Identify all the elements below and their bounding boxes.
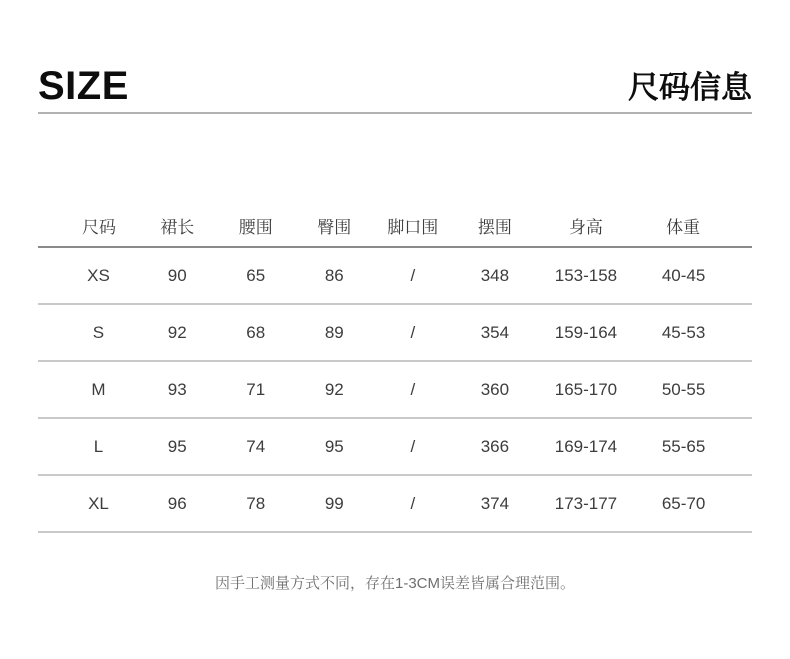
column-header-hip: 臀围: [295, 198, 374, 247]
column-header-hem: 摆围: [452, 198, 538, 247]
skirt-length-value: 95: [138, 418, 217, 475]
height-range-value: 173-177: [538, 475, 634, 532]
size-label: S: [38, 304, 138, 361]
skirt-length-value: 96: [138, 475, 217, 532]
hem-value: 348: [452, 247, 538, 304]
size-label: XL: [38, 475, 138, 532]
leg-opening-value: /: [374, 304, 453, 361]
waist-value: 78: [216, 475, 295, 532]
table-row-xl: [38, 475, 752, 532]
size-table: [38, 198, 752, 533]
hem-value: 366: [452, 418, 538, 475]
weight-range-value: 45-53: [634, 304, 752, 361]
column-header-skirt-length: 裙长: [138, 198, 217, 247]
waist-value: 74: [216, 418, 295, 475]
section-title-zh: 尺码信息: [628, 70, 752, 105]
column-header-size: 尺码: [38, 198, 138, 247]
waist-value: 65: [216, 247, 295, 304]
height-range-value: 159-164: [538, 304, 634, 361]
hem-value: 374: [452, 475, 538, 532]
skirt-length-value: 90: [138, 247, 217, 304]
section-header: [38, 0, 752, 108]
column-header-leg-opening: 脚口围: [374, 198, 453, 247]
table-header-row: [38, 198, 752, 247]
height-range-value: 169-174: [538, 418, 634, 475]
leg-opening-value: /: [374, 361, 453, 418]
waist-value: 68: [216, 304, 295, 361]
size-label: XS: [38, 247, 138, 304]
hem-value: 360: [452, 361, 538, 418]
table-row-xs: [38, 247, 752, 304]
hem-value: 354: [452, 304, 538, 361]
table-row-l: [38, 418, 752, 475]
height-range-value: 165-170: [538, 361, 634, 418]
hip-value: 99: [295, 475, 374, 532]
weight-range-value: 50-55: [634, 361, 752, 418]
hip-value: 92: [295, 361, 374, 418]
column-header-waist: 腰围: [216, 198, 295, 247]
weight-range-value: 40-45: [634, 247, 752, 304]
skirt-length-value: 93: [138, 361, 217, 418]
weight-range-value: 65-70: [634, 475, 752, 532]
header-divider: [38, 112, 752, 114]
height-range-value: 153-158: [538, 247, 634, 304]
table-row-m: [38, 361, 752, 418]
hip-value: 95: [295, 418, 374, 475]
size-label: M: [38, 361, 138, 418]
measurement-disclaimer: 因手工测量方式不同，存在1-3CM误差皆属合理范围。: [214, 575, 575, 592]
hip-value: 89: [295, 304, 374, 361]
skirt-length-value: 92: [138, 304, 217, 361]
column-header-weight: 体重: [634, 198, 752, 247]
section-title-en: SIZE: [38, 64, 129, 108]
hip-value: 86: [295, 247, 374, 304]
leg-opening-value: /: [374, 475, 453, 532]
leg-opening-value: /: [374, 418, 453, 475]
waist-value: 71: [216, 361, 295, 418]
table-row-s: [38, 304, 752, 361]
weight-range-value: 55-65: [634, 418, 752, 475]
leg-opening-value: /: [374, 247, 453, 304]
column-header-height: 身高: [538, 198, 634, 247]
size-label: L: [38, 418, 138, 475]
